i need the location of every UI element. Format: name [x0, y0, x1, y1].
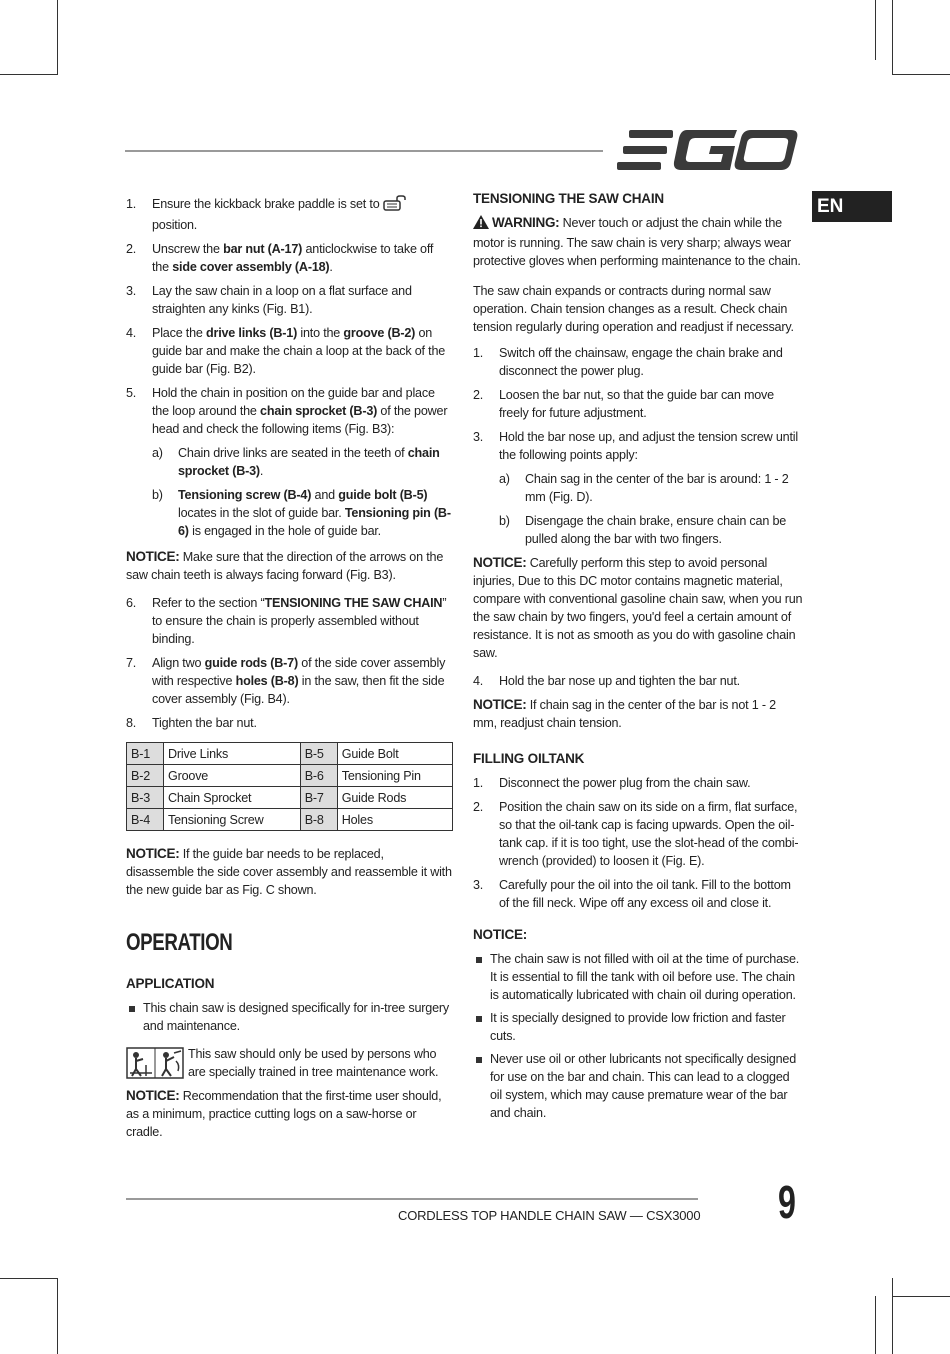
part-name: Chain Sprocket — [164, 787, 301, 809]
part-code: B-1 — [127, 743, 164, 765]
step-number: 2. — [126, 242, 137, 256]
step-number: 1. — [126, 197, 137, 211]
step-text-run: Tighten the bar nut. — [152, 716, 257, 730]
notice-label: NOTICE: — [473, 697, 527, 712]
part-code: B-5 — [300, 743, 337, 765]
part-code: B-4 — [127, 809, 164, 831]
header-rule — [125, 150, 603, 152]
part-code: B-3 — [127, 787, 164, 809]
oil-heading: FILLING OILTANK — [473, 751, 585, 766]
step-text-run: ” to ensure the chain is properly assembled without binding. — [152, 596, 447, 646]
page-number: 9 — [778, 1176, 796, 1228]
step-item — [473, 876, 803, 912]
step-number: 1. — [473, 346, 484, 360]
notice-text: Recommendation that the first-time user should, as a minimum, practice cutting logs on a saw-horse or cradle. — [126, 1089, 442, 1139]
footer-rule — [126, 1198, 698, 1200]
bold-term: Tensioning pin (B-6) — [178, 506, 451, 538]
step-text: Hold the bar nose up, and adjust the tension screw until the following points apply: — [499, 430, 798, 462]
step-item — [126, 282, 453, 318]
step-text-run: Hold the chain in position on the guide bar and place the loop around the — [152, 386, 435, 418]
tensioning-step-4 — [473, 672, 803, 690]
list-item: Never use oil or other lubricants not specifically designed for use on the bar and chain. This can lead to a clogged oil system, which may cause premature wear of the bar and chain. — [473, 1050, 803, 1122]
oil-notice-heading: NOTICE: — [473, 927, 528, 942]
step-text: Position the chain saw on its side on a firm, flat surface, so that the oil-tank cap is facing upwards. Open the oil-tank cap. if it is too tight, use the slot-head of the combi- wrench (provided) to loosen it (Fig. E). — [499, 800, 799, 868]
table-row — [127, 809, 453, 831]
crop-mark — [892, 1278, 893, 1354]
step-text: Switch off the chainsaw, engage the chain brake and disconnect the power plug. — [499, 346, 783, 378]
step-item — [126, 384, 453, 438]
step-number: 2. — [473, 388, 484, 402]
step-text-run: of the side cover assembly with respective — [152, 656, 446, 688]
step-text: Disconnect the power plug from the chain saw. — [499, 776, 751, 790]
step-text-run: Chain drive links are seated in the teeth of — [178, 446, 408, 460]
step-text-run: position. — [152, 218, 198, 232]
ego-logo — [617, 130, 799, 170]
step-text: Carefully pour the oil into the oil tank. Fill to the bottom of the fill neck. Wipe off any excess oil and close it. — [499, 878, 791, 910]
operation-heading: OPERATION — [126, 929, 233, 956]
tensioning-substeps — [473, 470, 803, 548]
bold-term: guide bolt (B-5) — [338, 488, 428, 502]
part-name: Guide Bolt — [337, 743, 452, 765]
notice-label: NOTICE: — [126, 549, 180, 564]
part-name: Drive Links — [164, 743, 301, 765]
step-number: b) — [499, 514, 510, 528]
oil-notice-bullets — [473, 950, 803, 1122]
step-number: 4. — [473, 674, 484, 688]
warning-text: Never touch or adjust the chain while the motor is running. The saw chain is very sharp; always wear protective gloves when performing maintenance to the chain. — [473, 216, 801, 268]
warning-block — [473, 214, 803, 270]
notice-text: Make sure that the direction of the arrows on the saw chain teeth is always facing forward (Fig. B3). — [126, 550, 444, 582]
step-item — [473, 428, 803, 464]
application-bullet: This chain saw is designed specifically for in-tree surgery and maintenance. — [126, 999, 453, 1035]
part-name: Tensioning Pin — [337, 765, 452, 787]
left-column — [126, 195, 453, 1149]
step-number: 6. — [126, 596, 137, 610]
sub-step — [499, 470, 803, 506]
step-text-run: Refer to the section “ — [152, 596, 265, 610]
step-number: 4. — [126, 326, 137, 340]
crop-mark — [0, 74, 58, 75]
language-badge: EN — [812, 191, 892, 222]
tensioning-steps — [473, 344, 803, 464]
tree-work-pictogram-icon — [126, 1047, 184, 1079]
sub-step — [152, 444, 453, 480]
step-text-run: and — [311, 488, 339, 502]
notice-readjust — [473, 696, 803, 732]
step-text-run: Place the — [152, 326, 207, 340]
sub-step — [152, 486, 453, 540]
notice-text: If chain sag in the center of the bar is not 1 - 2 mm, readjust chain tension. — [473, 698, 776, 730]
crop-mark — [57, 1278, 58, 1354]
part-code: B-8 — [300, 809, 337, 831]
tension-intro: The saw chain expands or contracts during normal saw operation. Chain tension changes as a result. Check chain tension regularly during operation and readjust if necessary. — [473, 284, 794, 334]
list-item: The chain saw is not filled with oil at the time of purchase. It is essential to fill the tank with oil before use. The chain is automatically lubricated with chain oil during operation. — [473, 950, 803, 1004]
step-item — [126, 654, 453, 708]
footer-title: CORDLESS TOP HANDLE CHAIN SAW — CSX3000 — [398, 1208, 701, 1223]
step-text: Chain sag in the center of the bar is around: 1 - 2 mm (Fig. D). — [525, 472, 789, 504]
part-code: B-7 — [300, 787, 337, 809]
crop-mark — [892, 74, 950, 75]
bold-term: side cover assembly (A-18) — [172, 260, 330, 274]
step-text-run: . — [329, 260, 333, 274]
step-item — [473, 386, 803, 422]
step-item — [473, 798, 803, 870]
trained-users-text: This saw should only be used by persons who are specially trained in tree maintenance work. — [188, 1047, 439, 1079]
tensioning-heading: TENSIONING THE SAW CHAIN — [473, 191, 664, 206]
step-item — [126, 324, 453, 378]
crop-mark — [57, 0, 58, 75]
list-item: It is specially designed to provide low friction and faster cuts. — [473, 1009, 803, 1045]
bold-term: chain sprocket (B-3) — [260, 404, 378, 418]
step-text-run: in the saw, then fit the side cover assembly (Fig. B4). — [152, 674, 445, 706]
bold-term: drive links (B-1) — [206, 326, 298, 340]
step-number: a) — [499, 472, 510, 486]
notice-first-time — [126, 1087, 453, 1141]
notice-guide-bar — [126, 845, 453, 899]
part-name: Holes — [337, 809, 452, 831]
step-item — [126, 594, 453, 648]
right-column — [473, 190, 803, 1127]
step-text-run: locates in the slot of guide bar. — [178, 506, 345, 520]
crop-mark — [892, 1296, 950, 1297]
notice-label: NOTICE: — [126, 1088, 180, 1103]
bold-term: Tensioning screw (B-4) — [178, 488, 312, 502]
step-text-run: on guide bar and make the chain a loop at the back of the guide bar (Fig. B2). — [152, 326, 446, 376]
part-name: Tensioning Screw — [164, 809, 301, 831]
step-text-run: Lay the saw chain in a loop on a flat surface and straighten any kinks (Fig. B1). — [152, 284, 412, 316]
notice-label: NOTICE: — [473, 555, 527, 570]
step-text-run: Ensure the kickback brake paddle is set to — [152, 197, 383, 211]
assembly-steps — [126, 195, 453, 438]
step-item — [473, 344, 803, 380]
bold-term: bar nut (A-17) — [223, 242, 303, 256]
step-item — [126, 195, 453, 234]
step-text-run: of the power head and check the following items (Fig. B3): — [152, 404, 448, 436]
bold-term: guide rods (B-7) — [204, 656, 298, 670]
notice-resistance — [473, 554, 803, 662]
assembly-substeps — [126, 444, 453, 540]
part-code: B-6 — [300, 765, 337, 787]
step-number: b) — [152, 488, 163, 502]
table-row — [127, 765, 453, 787]
trained-users-notice — [126, 1045, 453, 1081]
step-number: 1. — [473, 776, 484, 790]
sub-step — [499, 512, 803, 548]
crop-mark — [0, 1278, 58, 1279]
step-text-run: . — [259, 464, 264, 478]
part-name: Groove — [164, 765, 301, 787]
application-heading: APPLICATION — [126, 976, 215, 991]
step-number: a) — [152, 446, 163, 460]
bold-term: holes (B-8) — [235, 674, 299, 688]
warning-triangle-icon — [473, 215, 489, 234]
step-number: 7. — [126, 656, 137, 670]
step-number: 2. — [473, 800, 484, 814]
step-text-run: anticlockwise to take off the — [152, 242, 434, 274]
crop-mark — [875, 0, 876, 60]
bold-term: TENSIONING THE SAW CHAIN — [264, 596, 443, 610]
step-text: Disengage the chain brake, ensure chain can be pulled along the bar with two fingers. — [525, 514, 787, 546]
step-number: 3. — [473, 430, 484, 444]
table-row — [127, 787, 453, 809]
step-number: 8. — [126, 716, 137, 730]
step-text-run: Align two — [152, 656, 205, 670]
notice-text: Carefully perform this step to avoid personal injuries, Due to this DC motor contains magnetic material, compare with conventional gasoline chain saw, when you run the saw chain by two fingers, you'd feel a certain amount of resistance. It is not as smooth as you do with gasoline chain saw. — [473, 556, 803, 660]
step-text-run: is engaged in the hole of guide bar. — [188, 524, 381, 538]
part-code: B-2 — [127, 765, 164, 787]
bold-term: groove (B-2) — [343, 326, 416, 340]
step-text: Hold the bar nose up and tighten the bar nut. — [499, 674, 740, 688]
notice-arrows — [126, 548, 453, 584]
step-text: Loosen the bar nut, so that the guide bar can move freely for future adjustment. — [499, 388, 774, 420]
table-row — [127, 743, 453, 765]
unlocked-brake-icon — [383, 195, 409, 216]
step-item — [473, 774, 803, 792]
step-text-run: into the — [297, 326, 344, 340]
step-item — [126, 714, 453, 732]
step-number: 5. — [126, 386, 137, 400]
part-name: Guide Rods — [337, 787, 452, 809]
notice-text: If the guide bar needs to be replaced, disassemble the side cover assembly and reassemble it with the new guide bar as Fig. C shown. — [126, 847, 452, 897]
parts-table — [126, 742, 453, 831]
step-number: 3. — [126, 284, 137, 298]
crop-mark — [892, 0, 893, 75]
step-item — [126, 240, 453, 276]
step-text-run: Unscrew the — [152, 242, 224, 256]
notice-label: NOTICE: — [126, 846, 180, 861]
assembly-steps-continued — [126, 594, 453, 732]
warning-label: WARNING: — [492, 215, 560, 230]
bold-term: chain sprocket (B-3) — [178, 446, 440, 478]
crop-mark — [875, 1296, 876, 1354]
oil-steps — [473, 774, 803, 912]
step-number: 3. — [473, 878, 484, 892]
